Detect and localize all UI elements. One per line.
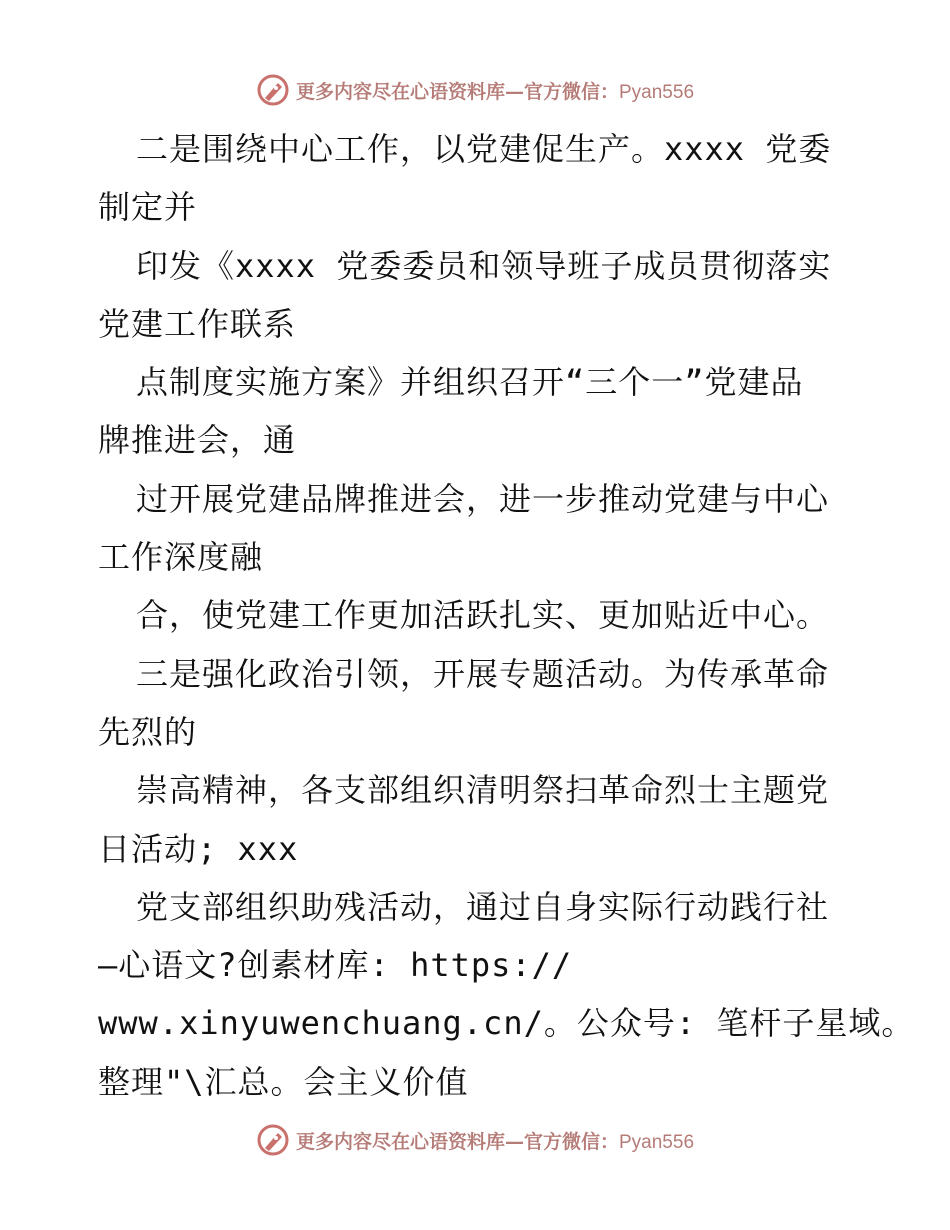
pen-nib-circle-icon (256, 1123, 290, 1157)
footer-banner (256, 1123, 694, 1157)
text-line: 党支部组织助残活动，通过自身实际行动践行社 (136, 887, 830, 926)
text-line: 点制度实施方案》并组织召开“三个一”党建品 (136, 363, 804, 402)
header-banner-text: 更多内容尽在心语资料库—官方微信：Pyan556 (295, 80, 695, 103)
document-body (98, 120, 915, 1111)
text-line: www.xinyuwenchuang.cn/。公众号: 笔杆子星域。 (98, 1004, 915, 1043)
page-footer (0, 1120, 950, 1160)
header-wechat-handle: Pyan556 (619, 81, 695, 103)
text-line: 崇高精神，各支部组织清明祭扫革命烈士主题党 (136, 771, 830, 810)
footer-banner-text: 更多内容尽在心语资料库—官方微信：Pyan556 (295, 1130, 695, 1153)
text-line: 整理"\汇总。会主义价值 (98, 1062, 469, 1101)
text-line: 合，使党建工作更加活跃扎实、更加贴近中心。 (136, 596, 830, 635)
pen-nib-circle-icon (256, 73, 290, 107)
text-line: 工作深度融 (98, 538, 264, 577)
text-line: —心语文?创素材库: https:// (98, 946, 573, 985)
text-line: 牌推进会，通 (98, 421, 297, 460)
page-header (0, 70, 950, 110)
text-line: 党建工作联系 (98, 304, 297, 343)
footer-wechat-handle: Pyan556 (619, 1131, 695, 1153)
text-line: 日活动; xxx (98, 829, 299, 868)
text-line: 先烈的 (98, 712, 198, 751)
text-line: 制定并 (98, 188, 198, 227)
text-line: 过开展党建品牌推进会，进一步推动党建与中心 (136, 479, 830, 518)
text-line: 二是围绕中心工作，以党建促生产。xxxx 党委 (136, 130, 832, 168)
text-line: 三是强化政治引领，开展专题活动。为传承革命 (136, 654, 830, 693)
text-line: 印发《xxxx 党委委员和领导班子成员贯彻落实 (136, 246, 832, 285)
header-banner (256, 73, 694, 107)
